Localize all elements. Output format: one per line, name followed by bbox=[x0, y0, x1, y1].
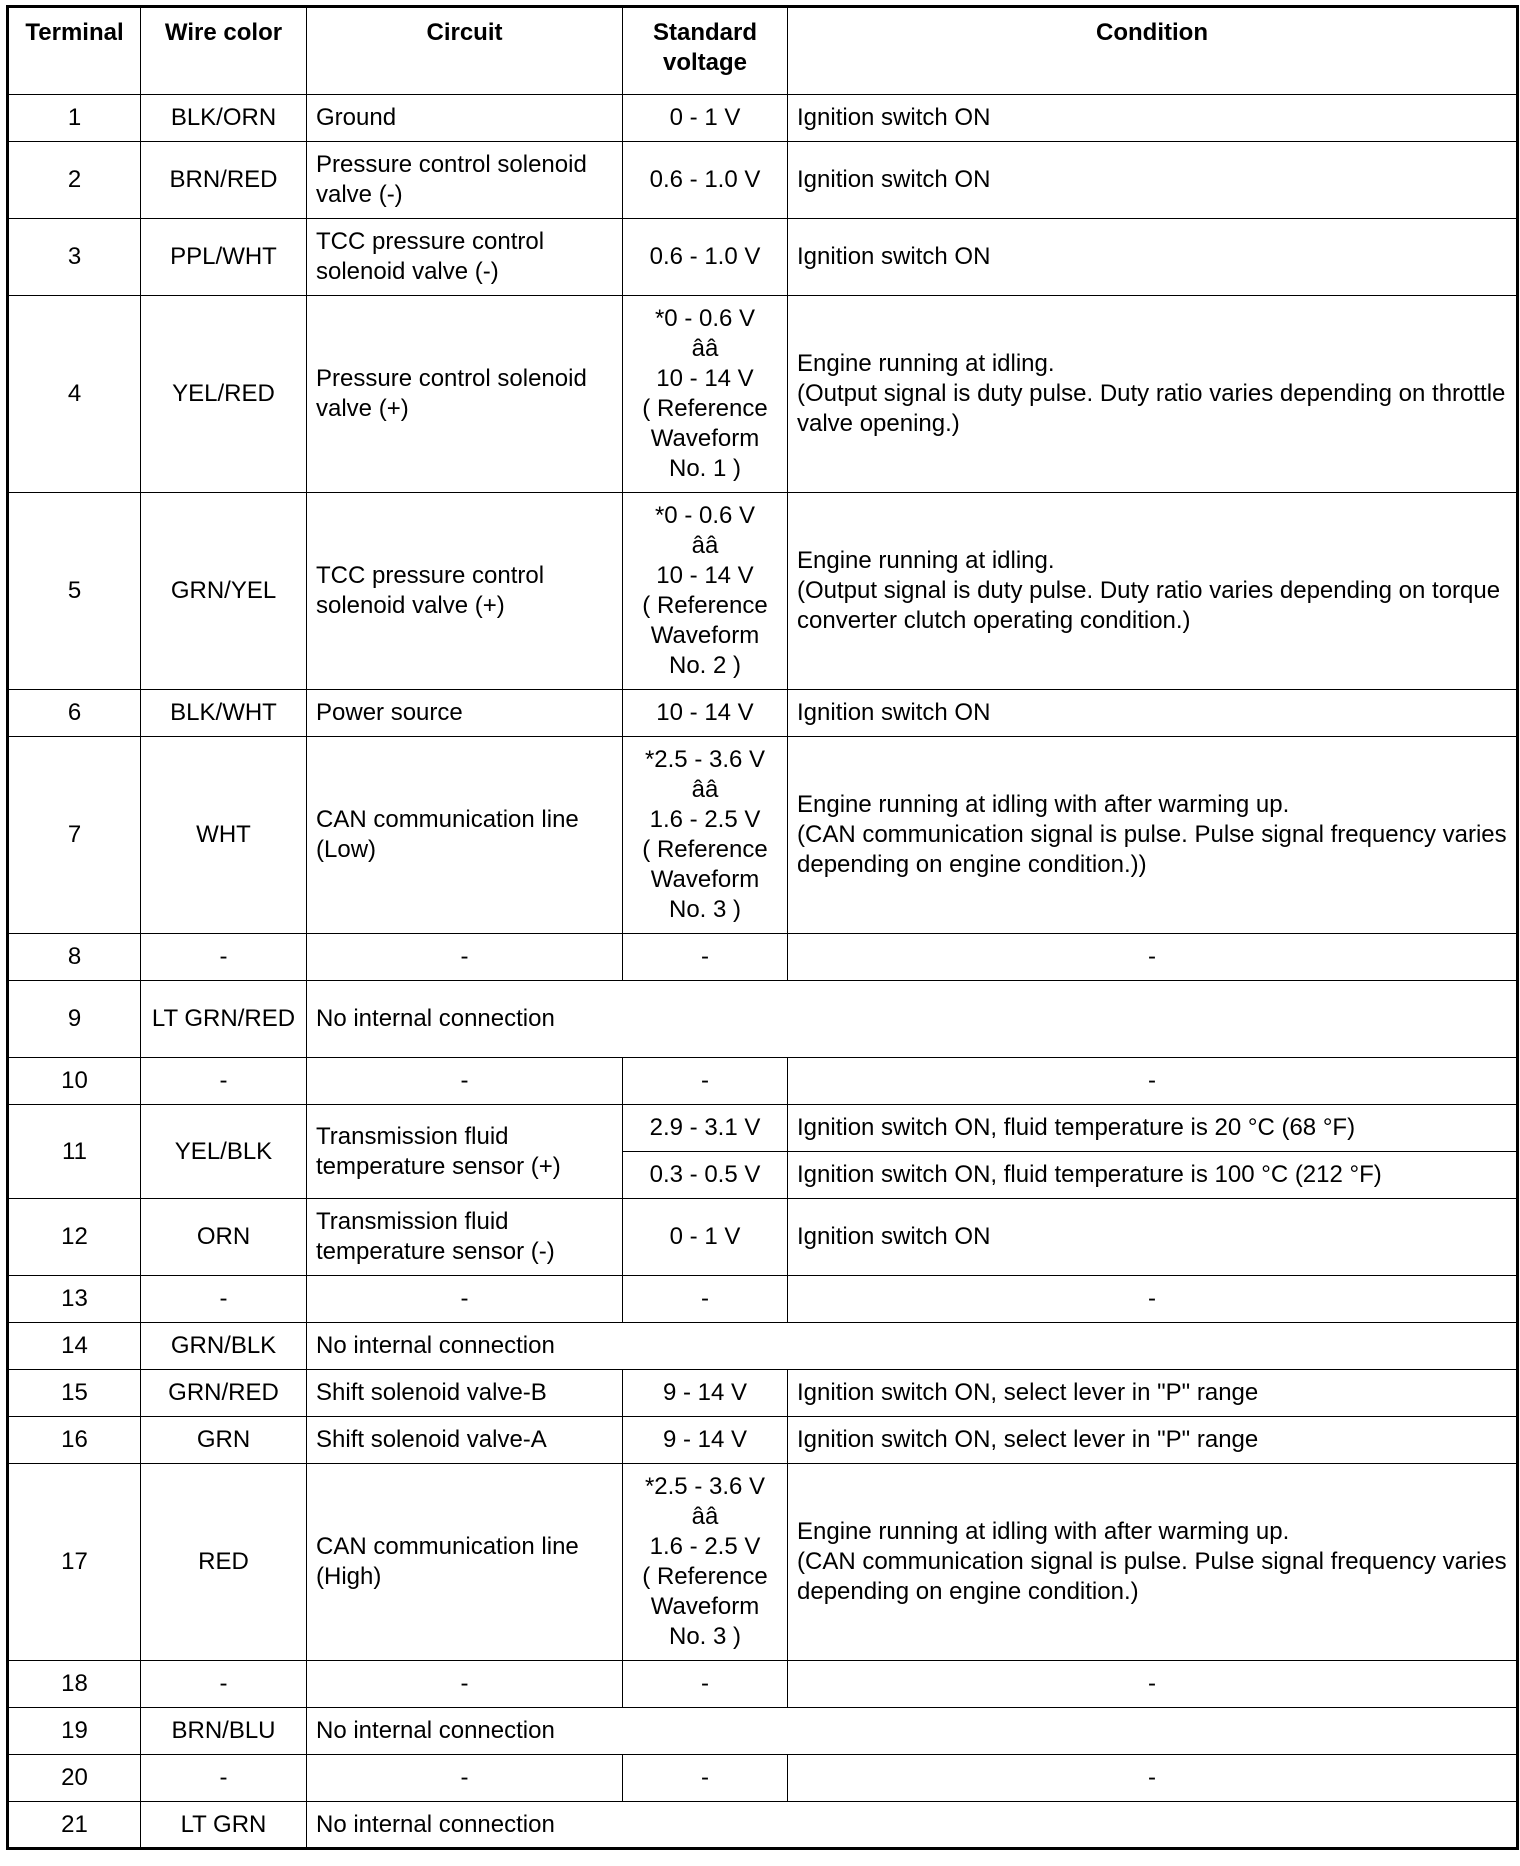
cell-terminal: 7 bbox=[8, 737, 141, 934]
cell-circuit: Power source bbox=[307, 690, 623, 737]
cell-voltage: 0.6 - 1.0 V bbox=[623, 142, 788, 219]
cell-terminal: 14 bbox=[8, 1323, 141, 1370]
cell-condition: - bbox=[788, 1276, 1518, 1323]
table-row bbox=[8, 1105, 1518, 1152]
cell-circuit: - bbox=[307, 934, 623, 981]
cell-no-connection: No internal connection bbox=[307, 1802, 1518, 1849]
cell-terminal: 12 bbox=[8, 1199, 141, 1276]
table-row bbox=[8, 981, 1518, 1058]
cell-terminal: 13 bbox=[8, 1276, 141, 1323]
cell-voltage: *0 - 0.6 V ââ 10 - 14 V ( Reference Waveform No. 2 ) bbox=[623, 493, 788, 690]
cell-terminal: 10 bbox=[8, 1058, 141, 1105]
cell-wire-color: WHT bbox=[141, 737, 307, 934]
cell-terminal: 11 bbox=[8, 1105, 141, 1199]
table-row bbox=[8, 1276, 1518, 1323]
cell-circuit: - bbox=[307, 1755, 623, 1802]
table-row bbox=[8, 95, 1518, 142]
cell-condition: Ignition switch ON, fluid temperature is 20 °C (68 °F) bbox=[788, 1105, 1518, 1152]
cell-no-connection: No internal connection bbox=[307, 1708, 1518, 1755]
cell-terminal: 1 bbox=[8, 95, 141, 142]
cell-circuit: Shift solenoid valve-A bbox=[307, 1417, 623, 1464]
cell-terminal: 20 bbox=[8, 1755, 141, 1802]
cell-wire-color: - bbox=[141, 934, 307, 981]
cell-circuit: CAN communication line (High) bbox=[307, 1464, 623, 1661]
cell-circuit: - bbox=[307, 1058, 623, 1105]
cell-voltage: 2.9 - 3.1 V bbox=[623, 1105, 788, 1152]
cell-wire-color: GRN/RED bbox=[141, 1370, 307, 1417]
cell-terminal: 2 bbox=[8, 142, 141, 219]
terminal-table-sheet bbox=[6, 5, 1516, 1850]
cell-circuit: CAN communication line (Low) bbox=[307, 737, 623, 934]
table-row bbox=[8, 1417, 1518, 1464]
cell-condition: - bbox=[788, 1755, 1518, 1802]
cell-wire-color: LT GRN bbox=[141, 1802, 307, 1849]
cell-condition: Ignition switch ON bbox=[788, 1199, 1518, 1276]
table-row bbox=[8, 493, 1518, 690]
cell-condition: Ignition switch ON bbox=[788, 95, 1518, 142]
cell-wire-color: - bbox=[141, 1661, 307, 1708]
cell-circuit: Ground bbox=[307, 95, 623, 142]
cell-wire-color: - bbox=[141, 1755, 307, 1802]
cell-no-connection: No internal connection bbox=[307, 1323, 1518, 1370]
cell-wire-color: RED bbox=[141, 1464, 307, 1661]
cell-terminal: 9 bbox=[8, 981, 141, 1058]
cell-wire-color: BLK/WHT bbox=[141, 690, 307, 737]
cell-condition: Engine running at idling with after warming up. (CAN communication signal is pulse. Pulse signal frequency varies depending on engine condition.) bbox=[788, 1464, 1518, 1661]
header-circuit: Circuit bbox=[307, 7, 623, 95]
table-header-row bbox=[8, 7, 1518, 95]
cell-voltage: 0 - 1 V bbox=[623, 1199, 788, 1276]
cell-voltage: - bbox=[623, 1058, 788, 1105]
cell-voltage: *2.5 - 3.6 V ââ 1.6 - 2.5 V ( Reference Waveform No. 3 ) bbox=[623, 1464, 788, 1661]
cell-condition: Engine running at idling. (Output signal is duty pulse. Duty ratio varies depending on throttle valve opening.) bbox=[788, 296, 1518, 493]
cell-condition: Engine running at idling. (Output signal is duty pulse. Duty ratio varies depending on torque converter clutch operating condition.) bbox=[788, 493, 1518, 690]
cell-circuit: Pressure control solenoid valve (-) bbox=[307, 142, 623, 219]
cell-circuit: - bbox=[307, 1276, 623, 1323]
cell-wire-color: GRN/YEL bbox=[141, 493, 307, 690]
table-row bbox=[8, 737, 1518, 934]
cell-wire-color: BRN/RED bbox=[141, 142, 307, 219]
cell-voltage: 0.3 - 0.5 V bbox=[623, 1152, 788, 1199]
cell-voltage: - bbox=[623, 1755, 788, 1802]
cell-terminal: 3 bbox=[8, 219, 141, 296]
cell-condition: - bbox=[788, 934, 1518, 981]
table-row bbox=[8, 934, 1518, 981]
table-row bbox=[8, 219, 1518, 296]
table-row bbox=[8, 1708, 1518, 1755]
cell-wire-color: LT GRN/RED bbox=[141, 981, 307, 1058]
table-row bbox=[8, 1802, 1518, 1849]
terminal-table bbox=[6, 5, 1519, 1850]
cell-voltage: 9 - 14 V bbox=[623, 1370, 788, 1417]
cell-circuit: Transmission fluid temperature sensor (+) bbox=[307, 1105, 623, 1199]
header-terminal: Terminal bbox=[8, 7, 141, 95]
cell-circuit: Transmission fluid temperature sensor (-) bbox=[307, 1199, 623, 1276]
cell-wire-color: GRN/BLK bbox=[141, 1323, 307, 1370]
cell-circuit: Shift solenoid valve-B bbox=[307, 1370, 623, 1417]
table-row bbox=[8, 1464, 1518, 1661]
cell-condition: Ignition switch ON, select lever in "P" range bbox=[788, 1370, 1518, 1417]
cell-terminal: 4 bbox=[8, 296, 141, 493]
cell-wire-color: YEL/BLK bbox=[141, 1105, 307, 1199]
table-row bbox=[8, 142, 1518, 219]
cell-voltage: *2.5 - 3.6 V ââ 1.6 - 2.5 V ( Reference Waveform No. 3 ) bbox=[623, 737, 788, 934]
cell-voltage: - bbox=[623, 1661, 788, 1708]
cell-voltage: - bbox=[623, 934, 788, 981]
header-standard-voltage: Standard voltage bbox=[623, 7, 788, 95]
cell-condition: Ignition switch ON, select lever in "P" range bbox=[788, 1417, 1518, 1464]
table-row bbox=[8, 1199, 1518, 1276]
cell-wire-color: YEL/RED bbox=[141, 296, 307, 493]
table-row bbox=[8, 296, 1518, 493]
cell-voltage: 10 - 14 V bbox=[623, 690, 788, 737]
cell-terminal: 15 bbox=[8, 1370, 141, 1417]
cell-circuit: Pressure control solenoid valve (+) bbox=[307, 296, 623, 493]
cell-circuit: TCC pressure control solenoid valve (+) bbox=[307, 493, 623, 690]
cell-wire-color: - bbox=[141, 1276, 307, 1323]
cell-condition: - bbox=[788, 1661, 1518, 1708]
cell-terminal: 21 bbox=[8, 1802, 141, 1849]
cell-wire-color: PPL/WHT bbox=[141, 219, 307, 296]
cell-circuit: TCC pressure control solenoid valve (-) bbox=[307, 219, 623, 296]
cell-wire-color: BLK/ORN bbox=[141, 95, 307, 142]
table-row bbox=[8, 1370, 1518, 1417]
cell-voltage: *0 - 0.6 V ââ 10 - 14 V ( Reference Waveform No. 1 ) bbox=[623, 296, 788, 493]
cell-voltage: 0.6 - 1.0 V bbox=[623, 219, 788, 296]
table-row bbox=[8, 1058, 1518, 1105]
cell-terminal: 16 bbox=[8, 1417, 141, 1464]
table-row bbox=[8, 690, 1518, 737]
table-row bbox=[8, 1323, 1518, 1370]
cell-wire-color: GRN bbox=[141, 1417, 307, 1464]
cell-condition: Ignition switch ON bbox=[788, 142, 1518, 219]
cell-wire-color: ORN bbox=[141, 1199, 307, 1276]
cell-no-connection: No internal connection bbox=[307, 981, 1518, 1058]
cell-terminal: 8 bbox=[8, 934, 141, 981]
cell-condition: Ignition switch ON bbox=[788, 219, 1518, 296]
cell-wire-color: BRN/BLU bbox=[141, 1708, 307, 1755]
cell-condition: - bbox=[788, 1058, 1518, 1105]
table-row bbox=[8, 1661, 1518, 1708]
cell-condition: Ignition switch ON, fluid temperature is 100 °C (212 °F) bbox=[788, 1152, 1518, 1199]
cell-wire-color: - bbox=[141, 1058, 307, 1105]
header-wire-color: Wire color bbox=[141, 7, 307, 95]
table-row bbox=[8, 1755, 1518, 1802]
cell-voltage: - bbox=[623, 1276, 788, 1323]
cell-terminal: 19 bbox=[8, 1708, 141, 1755]
cell-terminal: 17 bbox=[8, 1464, 141, 1661]
cell-voltage: 9 - 14 V bbox=[623, 1417, 788, 1464]
cell-circuit: - bbox=[307, 1661, 623, 1708]
cell-terminal: 18 bbox=[8, 1661, 141, 1708]
header-condition: Condition bbox=[788, 7, 1518, 95]
cell-terminal: 5 bbox=[8, 493, 141, 690]
cell-terminal: 6 bbox=[8, 690, 141, 737]
cell-condition: Engine running at idling with after warming up. (CAN communication signal is pulse. Pulse signal frequency varies depending on engine condition.)) bbox=[788, 737, 1518, 934]
cell-condition: Ignition switch ON bbox=[788, 690, 1518, 737]
cell-voltage: 0 - 1 V bbox=[623, 95, 788, 142]
